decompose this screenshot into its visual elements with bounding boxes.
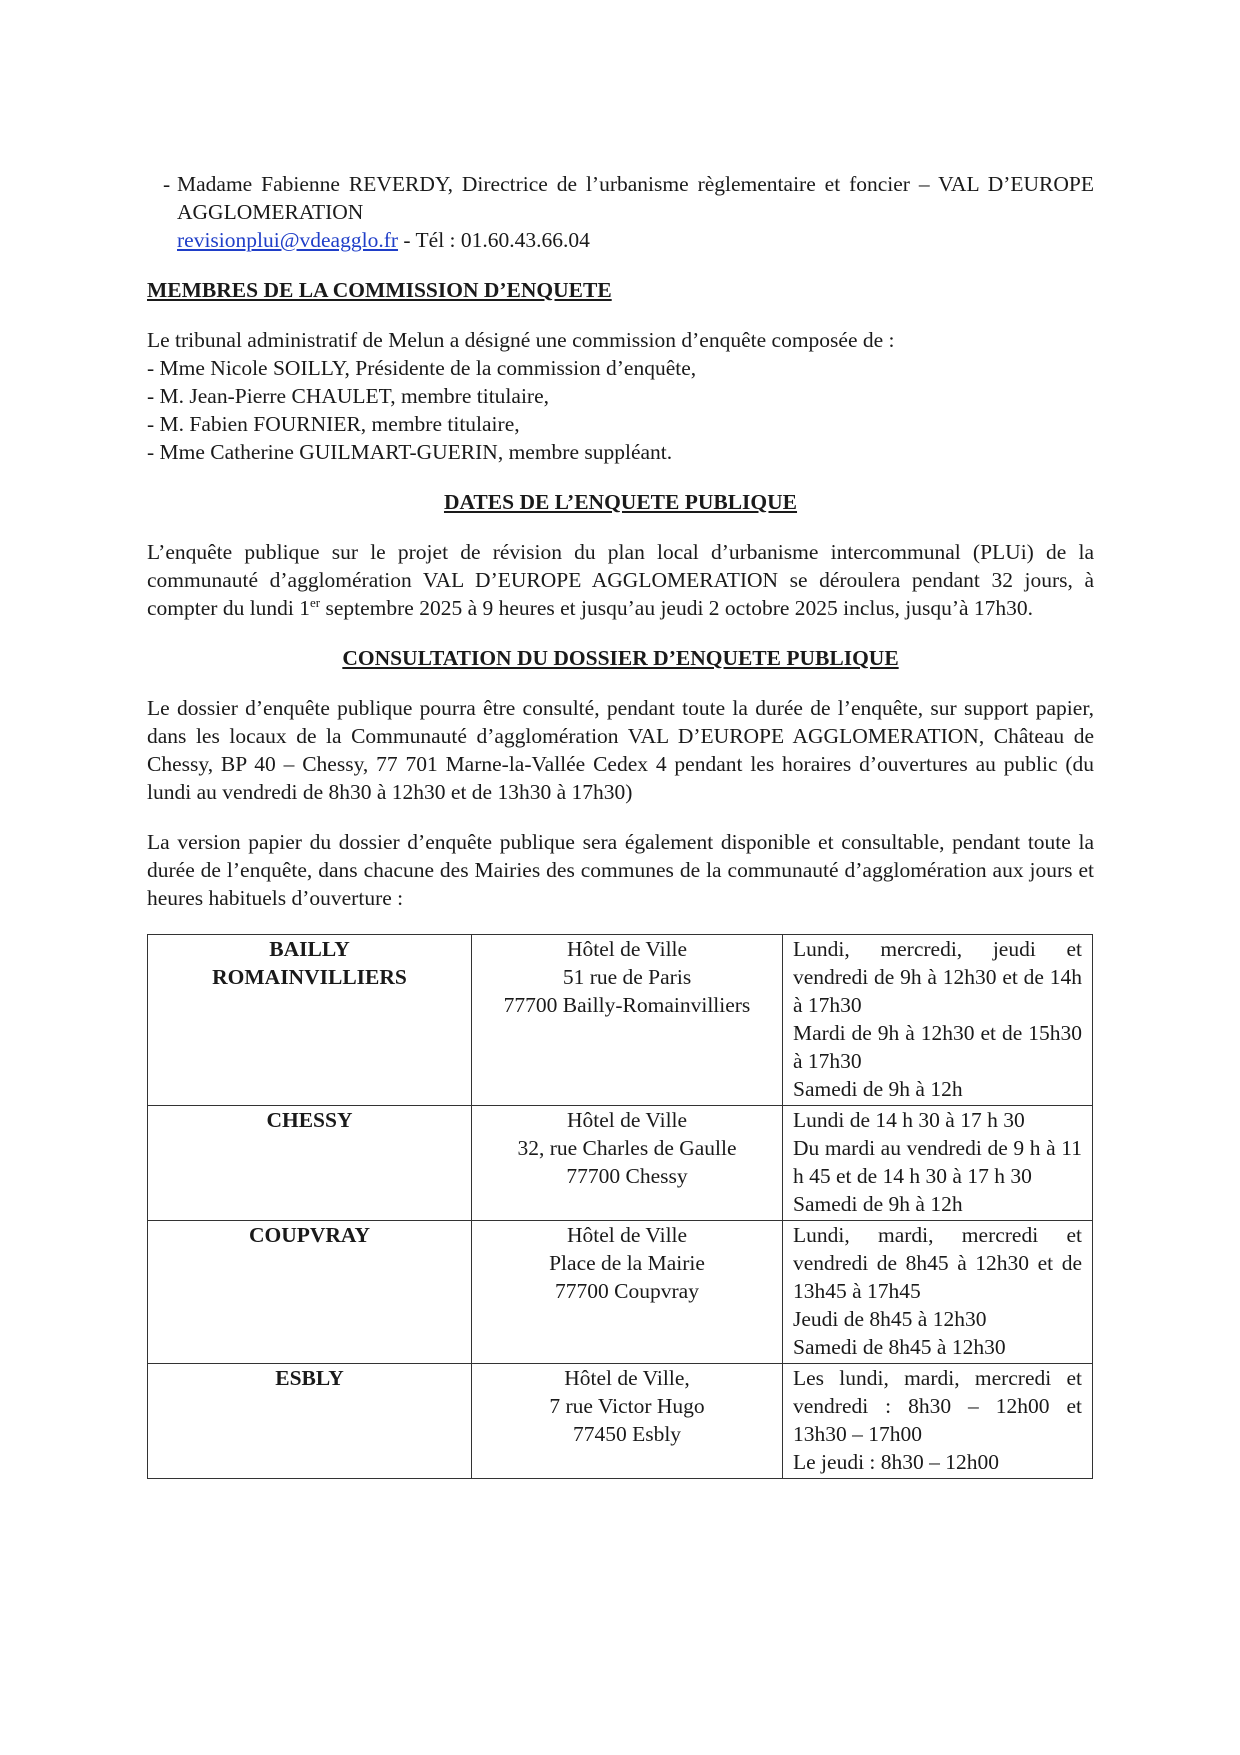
commission-member: - M. Fabien FOURNIER, membre titulaire, <box>147 412 520 436</box>
hours-line: Du mardi au vendredi de 9 h à 11 h 45 et de 14 h 30 à 17 h 30 <box>793 1136 1082 1188</box>
commission-heading: MEMBRES DE LA COMMISSION D’ENQUETE <box>147 278 612 302</box>
hours-line: Samedi de 9h à 12h <box>793 1077 963 1101</box>
commune-name: COUPVRAY <box>248 1223 371 1247</box>
table-row <box>148 1221 1093 1364</box>
commune-name: BAILLY <box>269 937 350 961</box>
address-cell <box>472 1221 783 1364</box>
commune-cell <box>148 1106 472 1221</box>
address-line: 77700 Bailly-Romainvilliers <box>503 993 751 1017</box>
dates-heading: DATES DE L’ENQUETE PUBLIQUE <box>443 490 798 514</box>
table-row <box>148 1106 1093 1221</box>
contact-name: Madame Fabienne REVERDY, Directrice de l’urbanisme règlementaire et foncier – VAL D’EUROPE AGGLOMERATION <box>177 172 1094 224</box>
address-line: Place de la Mairie <box>549 1251 705 1275</box>
commune-name: CHESSY <box>266 1108 353 1132</box>
hours-cell <box>783 935 1093 1106</box>
dates-text-start: L’enquête publique sur le projet de révision du plan local d’urbanisme intercommunal (PLUi) de la communauté d’agglomération VAL D’EUROPE AGGLOMERATION se déroulera pendant 32 jours, à compter du lundi 1 <box>147 540 1094 620</box>
commune-cell <box>148 935 472 1106</box>
hours-line: Samedi de 8h45 à 12h30 <box>793 1335 1006 1359</box>
hours-line: Mardi de 9h à 12h30 et de 15h30 à 17h30 <box>793 1021 1082 1073</box>
dates-paragraph <box>147 538 1094 622</box>
commune-name: ROMAINVILLIERS <box>212 965 407 989</box>
address-line: 32, rue Charles de Gaulle <box>517 1136 737 1160</box>
dates-text-end: septembre 2025 à 9 heures et jusqu’au jeudi 2 octobre 2025 inclus, jusqu’à 17h30. <box>320 596 1034 620</box>
address-line: 77450 Esbly <box>572 1422 682 1446</box>
hours-line: Les lundi, mardi, mercredi et vendredi : 8h30 – 12h00 et 13h30 – 17h00 <box>793 1366 1082 1446</box>
address-line: Hôtel de Ville <box>566 1223 688 1247</box>
table-row <box>148 935 1093 1106</box>
address-line: 7 rue Victor Hugo <box>549 1394 705 1418</box>
contact-phone: - Tél : 01.60.43.66.04 <box>398 228 590 252</box>
contact-email-link[interactable]: revisionplui@vdeagglo.fr <box>177 228 399 252</box>
address-cell <box>472 1106 783 1221</box>
address-cell <box>472 935 783 1106</box>
hours-cell <box>783 1221 1093 1364</box>
commission-member: - Mme Nicole SOILLY, Présidente de la commission d’enquête, <box>147 356 697 380</box>
commune-cell <box>148 1221 472 1364</box>
commission-member: - Mme Catherine GUILMART-GUERIN, membre suppléant. <box>147 440 673 464</box>
hours-line: Samedi de 9h à 12h <box>793 1192 963 1216</box>
mairies-table <box>147 934 1093 1479</box>
hours-cell <box>783 1106 1093 1221</box>
commission-intro: Le tribunal administratif de Melun a désigné une commission d’enquête composée de : <box>147 328 895 352</box>
hours-cell <box>783 1364 1093 1479</box>
hours-line: Jeudi de 8h45 à 12h30 <box>793 1307 987 1331</box>
address-line: Hôtel de Ville <box>566 937 688 961</box>
hours-line: Lundi, mercredi, jeudi et vendredi de 9h à 12h30 et de 14h à 17h30 <box>793 937 1082 1017</box>
hours-line: Lundi de 14 h 30 à 17 h 30 <box>793 1108 1025 1132</box>
address-cell <box>472 1364 783 1479</box>
commission-member: - M. Jean-Pierre CHAULET, membre titulaire, <box>147 384 550 408</box>
address-line: 51 rue de Paris <box>562 965 692 989</box>
address-line: 77700 Chessy <box>566 1164 688 1188</box>
address-line: Hôtel de Ville <box>566 1108 688 1132</box>
address-line: Hôtel de Ville, <box>564 1366 690 1390</box>
commission-members-list <box>147 354 1094 466</box>
table-row <box>148 1364 1093 1479</box>
commune-cell <box>148 1364 472 1479</box>
consultation-paragraph-1: Le dossier d’enquête publique pourra être consulté, pendant toute la durée de l’enquête, sur support papier, dans les locaux de la Communauté d’agglomération VAL D’EUROPE AGGLOMERATION, Château de Chessy, BP 40 – Chessy, 77 701 Marne-la-Vallée Cedex 4 pendant les horaires d’ouvertures au public (du lundi au vendredi de 8h30 à 12h30 et de 13h30 à 17h30) <box>147 696 1094 804</box>
ordinal-superscript: er <box>310 594 321 610</box>
consultation-paragraph-2: La version papier du dossier d’enquête publique sera également disponible et consultable, pendant toute la durée de l’enquête, dans chacune des Mairies des communes de la communauté d’agglomération aux jours et heures habituels d’ouverture : <box>147 830 1094 910</box>
bullet-dash: - <box>163 172 171 196</box>
document-page <box>147 170 1094 1479</box>
commune-name: ESBLY <box>275 1366 344 1390</box>
hours-line: Le jeudi : 8h30 – 12h00 <box>793 1450 1000 1474</box>
hours-line: Lundi, mardi, mercredi et vendredi de 8h45 à 12h30 et de 13h45 à 17h45 <box>793 1223 1082 1303</box>
address-line: 77700 Coupvray <box>555 1279 699 1303</box>
consultation-heading: CONSULTATION DU DOSSIER D’ENQUETE PUBLIQUE <box>342 646 899 670</box>
contact-block <box>147 170 1094 254</box>
